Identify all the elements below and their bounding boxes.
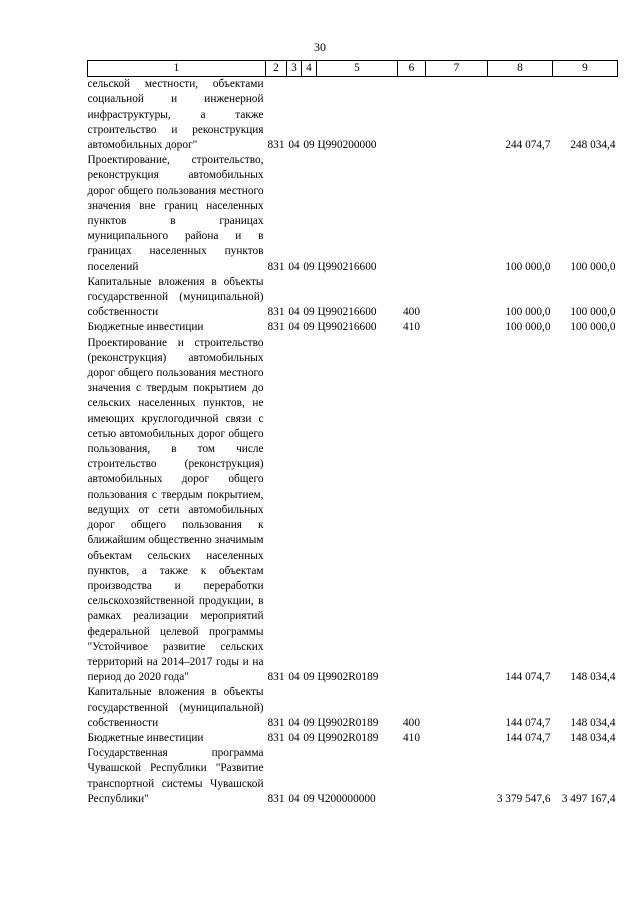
- column-7-cell: [426, 275, 488, 321]
- column-header: 5: [317, 61, 398, 77]
- amount-year-2-cell: 148 034,4: [570, 671, 616, 684]
- section-code-cell: 04: [288, 321, 300, 334]
- amount-year-2-cell: 3 497 167,4: [561, 792, 616, 805]
- column-header: 4: [302, 61, 317, 77]
- subsection-code-cell: 09: [303, 139, 315, 152]
- target-code-cell: Ц990216600: [317, 321, 377, 334]
- expense-type-cell: [398, 153, 426, 275]
- subsection-code-cell: 09: [303, 260, 315, 273]
- section-code-cell: 04: [288, 306, 300, 319]
- table-header-row: [88, 61, 618, 77]
- table-row: [88, 746, 618, 807]
- column-7-cell: [426, 77, 488, 154]
- amount-year-2-cell: 248 034,4: [570, 139, 616, 152]
- row-name-cell: Капитальные вложения в объекты государственной (муниципальной) собственности: [87, 275, 264, 319]
- subsection-code-cell: 09: [303, 671, 315, 684]
- row-name-cell: Проектирование, строительство, реконструкция автомобильных дорог общего пользования местного значения вне границ населенных пунктов в границах муниципального района и в границах населенных пунктов поселений: [87, 154, 264, 273]
- table-row: [88, 275, 618, 321]
- admin-code-cell: 831: [267, 716, 285, 729]
- row-name-cell: сельской местности, объектами социальной и инженерной инфраструктуры, а также строительство и реконструкция автомобильных дорог": [87, 78, 264, 152]
- table-row: [88, 77, 618, 154]
- amount-year-1-cell: 244 074,7: [505, 139, 551, 152]
- target-code-cell: Ц990216600: [317, 306, 377, 319]
- table-row: [88, 320, 618, 335]
- amount-year-2-cell: 100 000,0: [570, 260, 616, 273]
- amount-year-1-cell: 100 000,0: [505, 306, 551, 319]
- page-number: 30: [314, 40, 326, 54]
- amount-year-2-cell: 148 034,4: [570, 731, 616, 744]
- admin-code-cell: 831: [267, 792, 285, 805]
- admin-code-cell: 831: [267, 671, 285, 684]
- column-7-cell: [426, 336, 488, 686]
- admin-code-cell: 831: [267, 306, 285, 319]
- target-code-cell: Ц9902R0189: [317, 731, 379, 744]
- amount-year-1-cell: 144 074,7: [505, 671, 551, 684]
- amount-year-2-cell: 148 034,4: [570, 716, 616, 729]
- expense-type-cell: 410: [403, 731, 420, 744]
- column-header: 1: [88, 61, 266, 77]
- subsection-code-cell: 09: [303, 731, 315, 744]
- section-code-cell: 04: [288, 139, 300, 152]
- column-7-cell: [426, 731, 488, 746]
- amount-year-1-cell: 100 000,0: [505, 260, 551, 273]
- admin-code-cell: 831: [267, 139, 285, 152]
- row-name-cell: Проектирование и строительство (реконструкция) автомобильных дорог общего пользования местного значения с твердым покрытием до сельских населенных пунктов, не имеющих круглогодичной связи с сетью автомобильных дорог общего пользования, в том числе строительство (реконструкция) автомобильных дорог общего пользования с твердым покрытием, ведущих от сети автомобильных дорог общего пользования к ближайшим общественно значимым объектам сельских населенных пунктов, а также к объектам производства и переработки сельскохозяйственной продукции, в рамках реализации мероприятий федеральной целевой программы "Устойчивое развитие сельских территорий на 2014–2017 годы и на период до 2020 года": [87, 336, 264, 684]
- row-name-cell: Государственная программа Чувашской Республики "Развитие транспортной системы Чувашской Республики": [87, 747, 264, 805]
- amount-year-1-cell: 144 074,7: [505, 731, 551, 744]
- section-code-cell: 04: [288, 716, 300, 729]
- column-7-cell: [426, 153, 488, 275]
- expense-type-cell: 400: [403, 306, 420, 319]
- admin-code-cell: 831: [267, 731, 285, 744]
- section-code-cell: 04: [288, 731, 300, 744]
- expense-type-cell: [398, 77, 426, 154]
- row-name-cell: Капитальные вложения в объекты государственной (муниципальной) собственности: [87, 686, 264, 729]
- target-code-cell: Ц9902R0189: [317, 671, 379, 684]
- column-header: 9: [553, 61, 618, 77]
- amount-year-1-cell: 3 379 547,6: [496, 792, 551, 805]
- expense-type-cell: 410: [403, 321, 420, 334]
- table-row: [88, 731, 618, 746]
- subsection-code-cell: 09: [303, 306, 315, 319]
- column-7-cell: [426, 320, 488, 335]
- table-row: [88, 336, 618, 686]
- section-code-cell: 04: [288, 260, 300, 273]
- row-name-cell: Бюджетные инвестиции: [87, 731, 204, 744]
- amount-year-1-cell: 144 074,7: [505, 716, 551, 729]
- expense-type-cell: [398, 746, 426, 807]
- table-row: [88, 153, 618, 275]
- column-header: 6: [398, 61, 426, 77]
- section-code-cell: 04: [288, 792, 300, 805]
- column-7-cell: [426, 685, 488, 731]
- row-name-cell: Бюджетные инвестиции: [87, 321, 204, 334]
- subsection-code-cell: 09: [303, 716, 315, 729]
- column-header: 2: [266, 61, 287, 77]
- admin-code-cell: 831: [267, 260, 285, 273]
- target-code-cell: Ц990216600: [317, 260, 377, 273]
- amount-year-1-cell: 100 000,0: [505, 321, 551, 334]
- target-code-cell: Ч200000000: [317, 792, 376, 805]
- column-header: 3: [287, 61, 302, 77]
- target-code-cell: Ц9902R0189: [317, 716, 379, 729]
- column-header: 8: [488, 61, 553, 77]
- amount-year-2-cell: 100 000,0: [570, 306, 616, 319]
- target-code-cell: Ц990200000: [317, 139, 377, 152]
- column-header: 7: [426, 61, 488, 77]
- subsection-code-cell: 09: [303, 321, 315, 334]
- table-body: [88, 77, 618, 807]
- admin-code-cell: 831: [267, 321, 285, 334]
- expense-type-cell: [398, 336, 426, 686]
- table-row: [88, 685, 618, 731]
- amount-year-2-cell: 100 000,0: [570, 321, 616, 334]
- expense-type-cell: 400: [403, 716, 420, 729]
- budget-table: [87, 60, 618, 807]
- section-code-cell: 04: [288, 671, 300, 684]
- subsection-code-cell: 09: [303, 792, 315, 805]
- column-7-cell: [426, 746, 488, 807]
